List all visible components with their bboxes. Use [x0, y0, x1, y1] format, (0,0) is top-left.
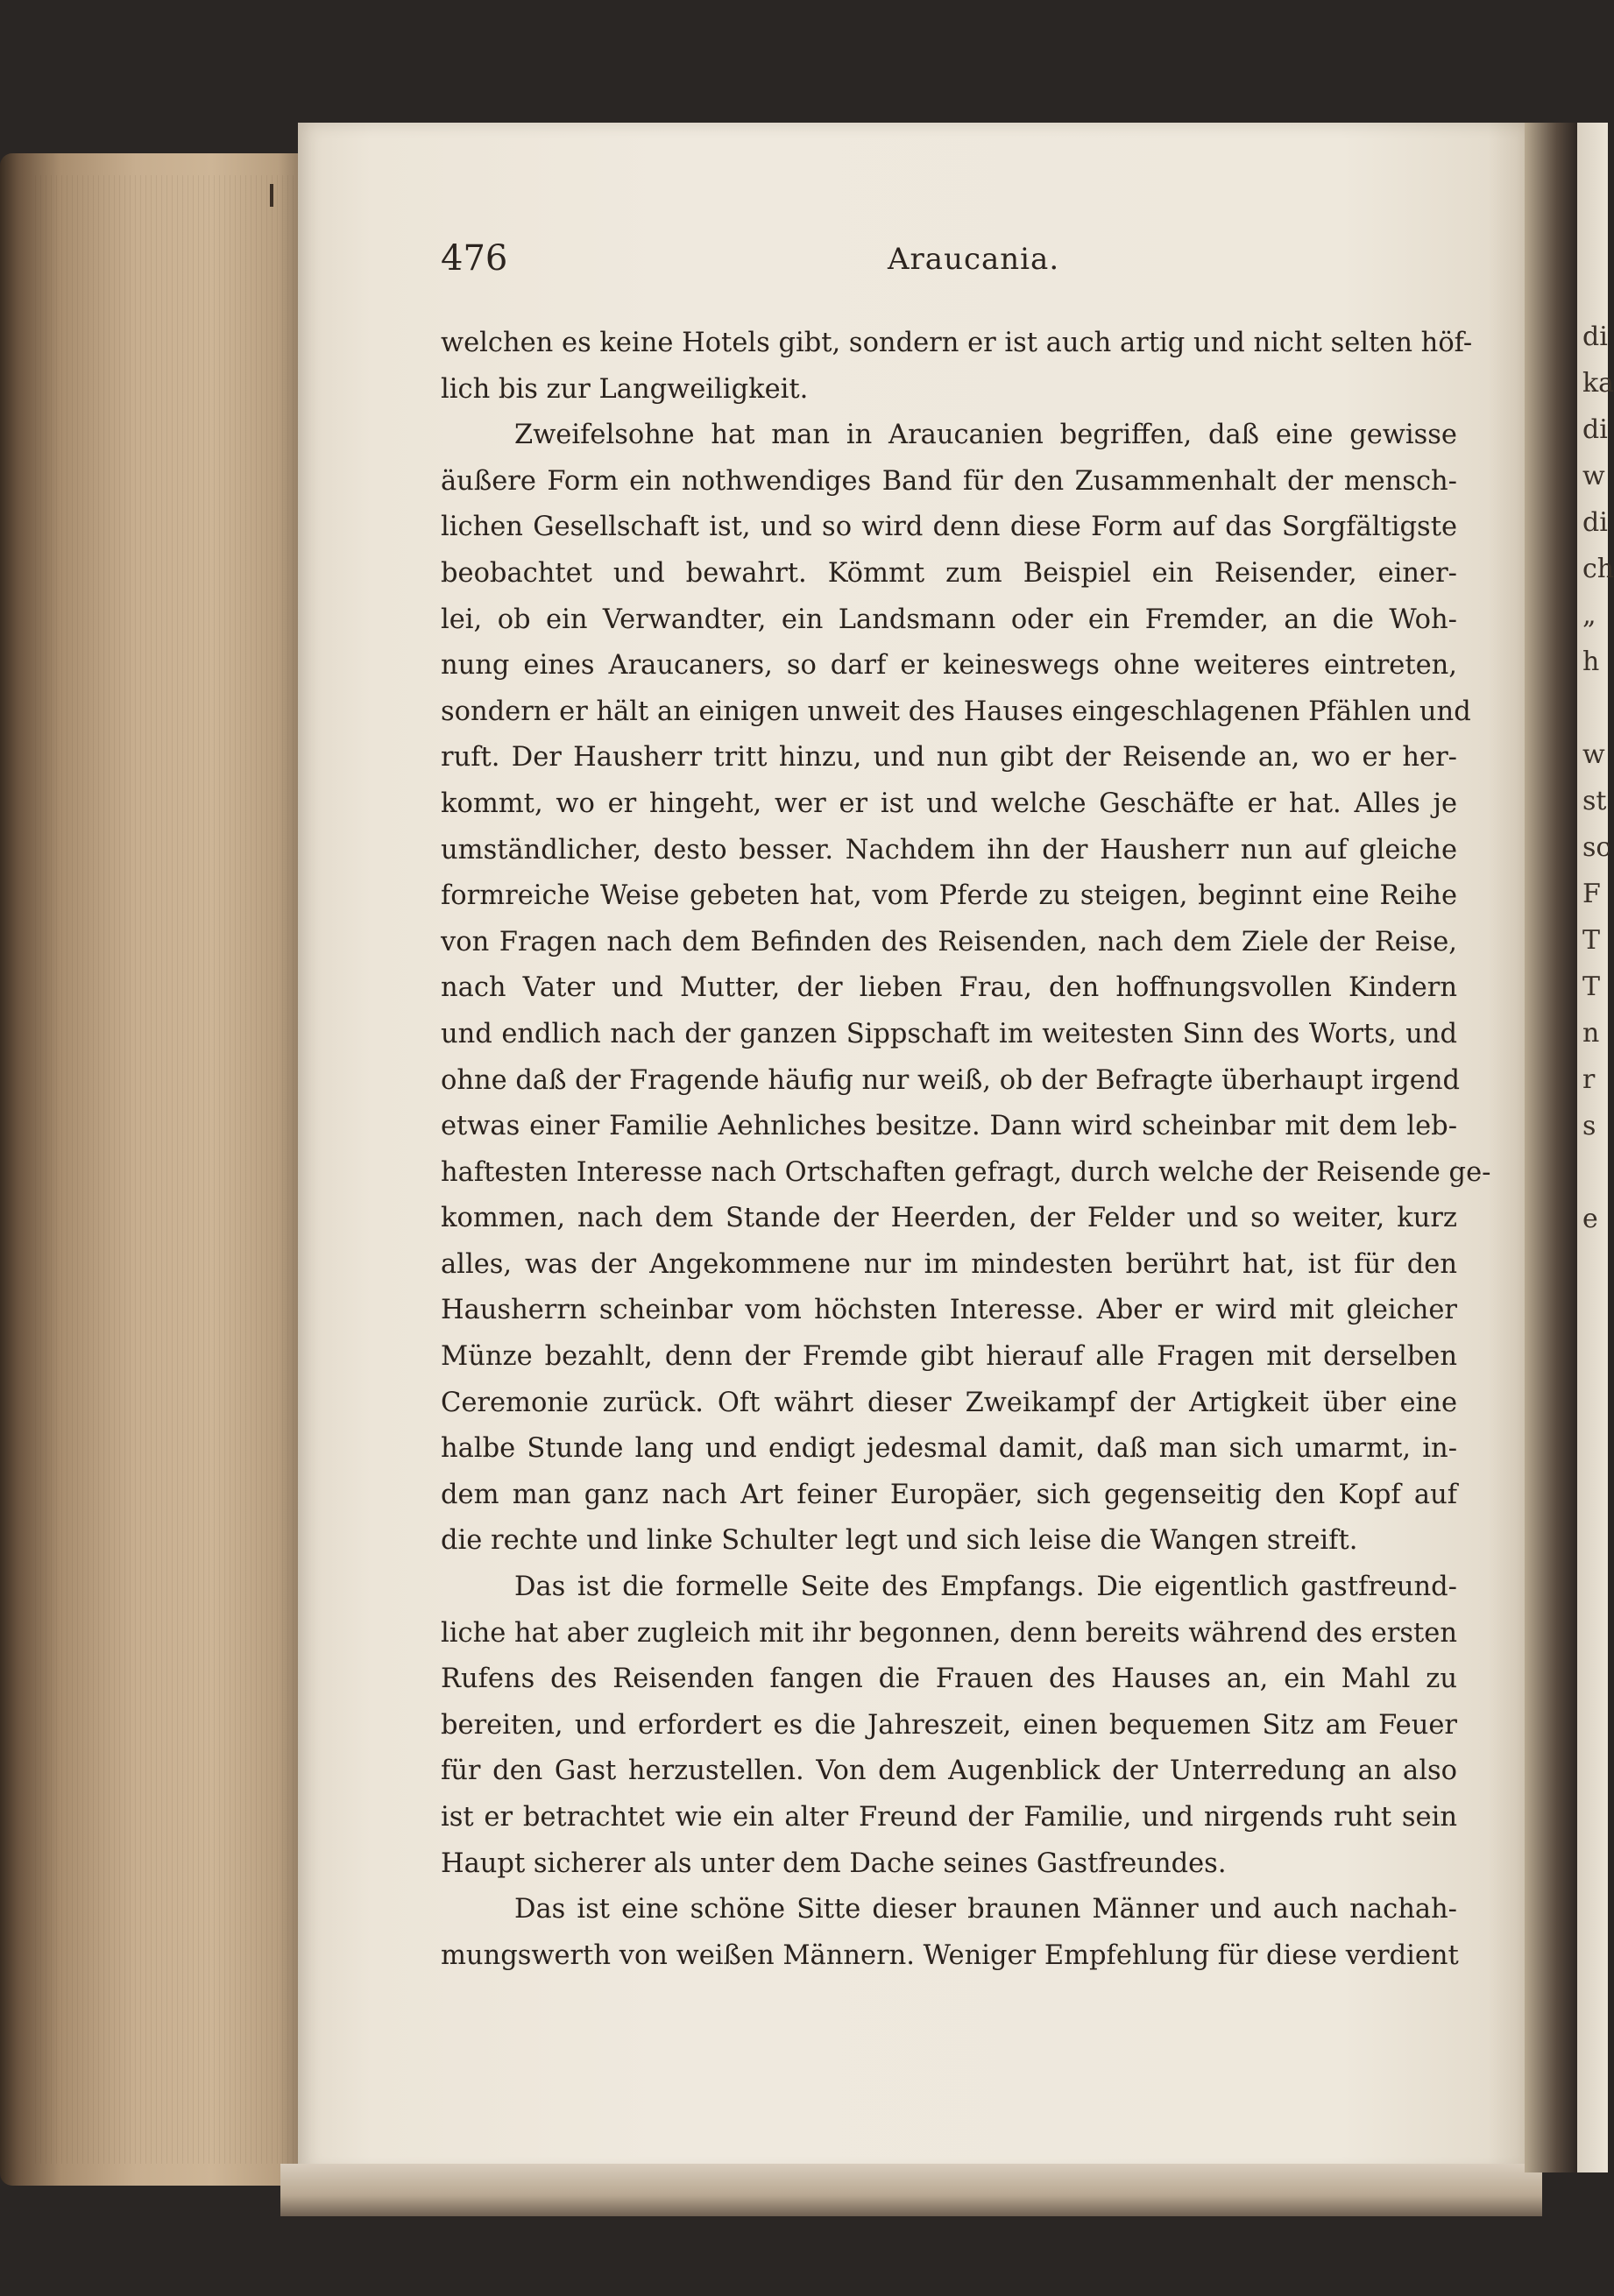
facing-page-fragment: di	[1582, 507, 1608, 538]
text-line: kommt, wo er hingeht, wer er ist und welche Geschäfte er hat. Alles je	[441, 788, 1457, 819]
facing-page-fragment: s	[1582, 1111, 1596, 1141]
text-line: mungswerth von weißen Männern. Weniger Empfehlung für diese verdient	[441, 1939, 1459, 1971]
book-bottom-edge	[280, 2164, 1542, 2216]
facing-page-fragment: ch	[1582, 554, 1614, 584]
text-line: ohne daß der Fragende häufig nur weiß, ob der Befragte überhaupt irgend	[441, 1064, 1460, 1096]
running-head: Araucania.	[888, 242, 1060, 277]
text-line: formreiche Weise gebeten hat, vom Pferde zu steigen, beginnt eine Reihe	[441, 880, 1457, 912]
text-line: etwas einer Familie Aehnliches besitze. Dann wird scheinbar mit dem leb-	[441, 1111, 1457, 1142]
text-line: Das ist die formelle Seite des Empfangs. Die eigentlich gastfreund-	[514, 1572, 1457, 1603]
text-line: Münze bezahlt, denn der Fremde gibt hierauf alle Fragen mit derselben	[441, 1341, 1457, 1373]
text-line: beobachtet und bewahrt. Kömmt zum Beispiel ein Reisender, einer-	[441, 557, 1457, 589]
text-line: Hausherrn scheinbar vom höchsten Interesse. Aber er wird mit gleicher	[441, 1295, 1457, 1326]
text-line: für den Gast herzustellen. Von dem Augenblick der Unterredung an also	[441, 1756, 1457, 1787]
facing-page-fragment: st	[1582, 786, 1607, 816]
body-text	[441, 321, 1491, 1979]
facing-page-fragment: F	[1582, 879, 1601, 909]
book-gutter	[1525, 123, 1577, 2172]
text-line: alles, was der Angekommene nur im mindesten berührt hat, ist für den	[441, 1248, 1457, 1280]
text-line: äußere Form ein nothwendiges Band für den Zusammenhalt der mensch-	[441, 465, 1457, 497]
page-header	[441, 238, 1457, 291]
facing-page-fragment: sc	[1582, 832, 1611, 863]
text-line: ruft. Der Hausherr tritt hinzu, und nun gibt der Reisende an, wo er her-	[441, 742, 1457, 774]
text-line: die rechte und linke Schulter legt und sich leise die Wangen streift.	[441, 1525, 1358, 1557]
text-line: Ceremonie zurück. Oft währt dieser Zweikampf der Artigkeit über eine	[441, 1387, 1457, 1418]
text-line: welchen es keine Hotels gibt, sondern er ist auch artig und nicht selten höf-	[441, 328, 1473, 358]
facing-page-fragment: T	[1582, 925, 1601, 956]
text-line: Das ist eine schöne Sitte dieser braunen Männer und auch nachah-	[514, 1894, 1457, 1925]
facing-page-fragment: T	[1582, 971, 1601, 1002]
facing-page-fragment: w	[1582, 461, 1605, 491]
facing-page-fragment: e	[1582, 1204, 1598, 1234]
facing-page-fragment	[1577, 685, 1614, 731]
text-line: nach Vater und Mutter, der lieben Frau, den hoffnungsvollen Kindern	[441, 972, 1457, 1004]
text-line: haftesten Interesse nach Ortschaften gefragt, durch welche der Reisende ge-	[441, 1156, 1491, 1188]
facing-page-fragment: di	[1582, 321, 1608, 352]
facing-page-fragment: ka	[1582, 368, 1614, 399]
facing-page-fragment: „	[1582, 600, 1596, 631]
text-line: halbe Stunde lang und endigt jedesmal damit, daß man sich umarmt, in-	[441, 1433, 1457, 1465]
text-line: ist er betrachtet wie ein alter Freund der Familie, und nirgends ruht sein	[441, 1802, 1457, 1833]
text-line: bereiten, und erfordert es die Jahreszeit, einen bequemen Sitz am Feuer	[441, 1709, 1457, 1741]
text-line: lei, ob ein Verwandter, ein Landsmann oder ein Fremder, an die Woh-	[441, 604, 1457, 635]
facing-page-fragment: di	[1582, 414, 1608, 445]
text-line: Zweifelsohne hat man in Araucanien begriffen, daß eine gewisse	[514, 420, 1457, 451]
facing-page	[1577, 123, 1614, 2172]
facing-page-fragment: r	[1582, 1064, 1596, 1095]
page-number: 476	[441, 238, 508, 279]
facing-page-fragments	[1577, 314, 1614, 1242]
text-line: Haupt sicherer als unter dem Dache seines Gastfreundes.	[441, 1847, 1227, 1879]
text-line: nung eines Araucaners, so darf er keineswegs ohne weiteres eintreten,	[441, 650, 1457, 682]
facing-page-fragment	[1577, 1149, 1614, 1196]
facing-page-fragment: n	[1582, 1018, 1600, 1049]
page-stack-lines	[35, 175, 298, 2164]
text-line: lich bis zur Langweiligkeit.	[441, 373, 809, 405]
facing-page-fragment: h	[1582, 646, 1600, 677]
text-line: von Fragen nach dem Befinden des Reisenden, nach dem Ziele der Reise,	[441, 926, 1457, 957]
margin-mark	[270, 184, 273, 207]
text-line: umständlicher, desto besser. Nachdem ihn der Hausherr nun auf gleiche	[441, 834, 1457, 865]
text-line: Rufens des Reisenden fangen die Frauen des Hauses an, ein Mahl zu	[441, 1664, 1457, 1695]
text-line: liche hat aber zugleich mit ihr begonnen, denn bereits während des ersten	[441, 1617, 1457, 1649]
text-line: und endlich nach der ganzen Sippschaft im weitesten Sinn des Worts, und	[441, 1018, 1457, 1049]
text-line: kommen, nach dem Stande der Heerden, der Felder und so weiter, kurz	[441, 1203, 1457, 1234]
facing-page-fragment: w	[1582, 739, 1605, 770]
text-line: lichen Gesellschaft ist, und so wird denn diese Form auf das Sorgfältigste	[441, 512, 1457, 543]
text-line: sondern er hält an einigen unweit des Hauses eingeschlagenen Pfählen und	[441, 696, 1471, 727]
text-line: dem man ganz nach Art feiner Europäer, sich gegenseitig den Kopf auf	[441, 1479, 1457, 1510]
